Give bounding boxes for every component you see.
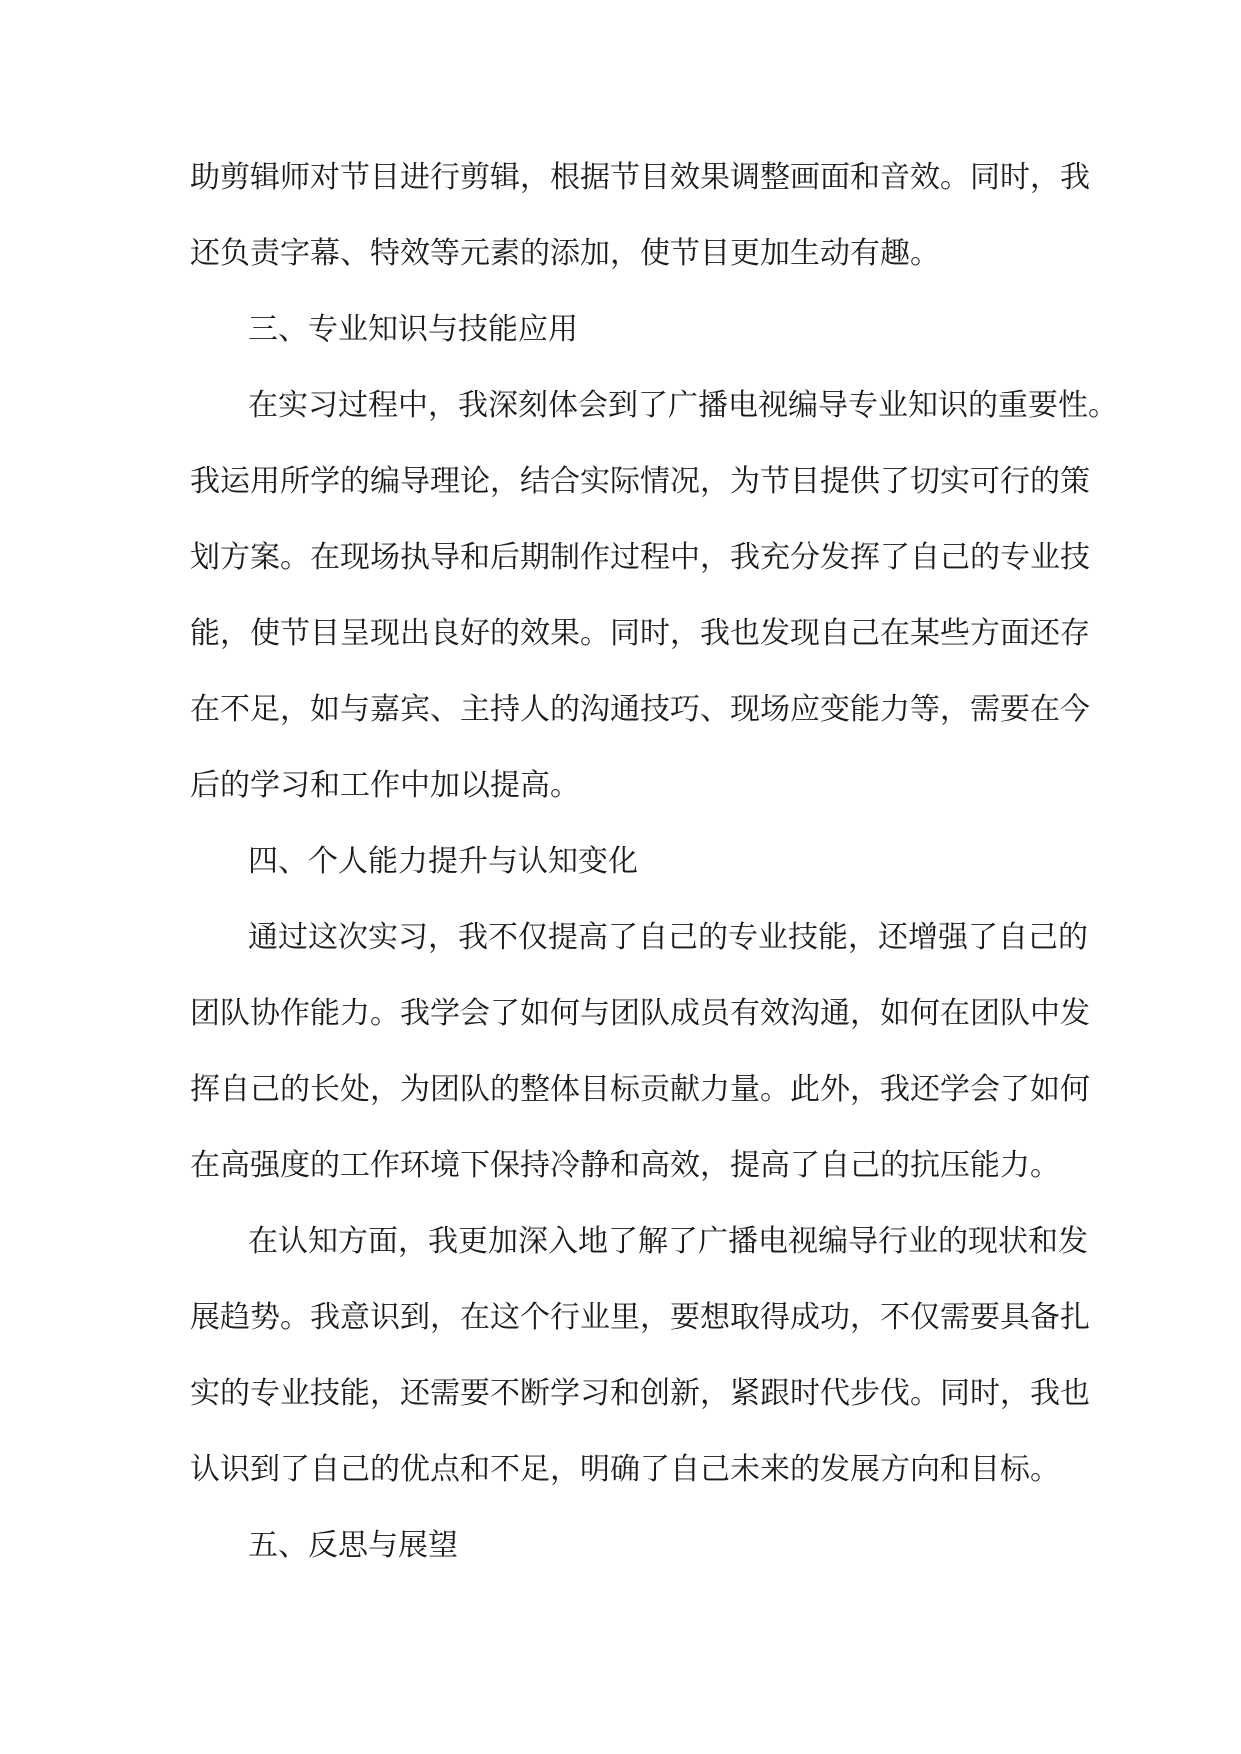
document-body [190,140,1118,1584]
paragraph-line: 我运用所学的编导理论，结合实际情况，为节目提供了切实可行的策 [190,464,1090,499]
paragraph-line: 后的学习和工作中加以提高。 [190,768,580,803]
paragraph-line: 在高强度的工作环境下保持冷静和高效，提高了自己的抗压能力。 [190,1148,1060,1183]
section-heading: 三、专业知识与技能应用 [248,312,578,347]
paragraph-line: 挥自己的长处，为团队的整体目标贡献力量。此外，我还学会了如何 [190,1072,1090,1107]
paragraph-line: 在认知方面，我更加深入地了解了广播电视编导行业的现状和发 [248,1224,1088,1259]
paragraph-line: 还负责字幕、特效等元素的添加，使节目更加生动有趣。 [190,236,940,271]
paragraph-line: 团队协作能力。我学会了如何与团队成员有效沟通，如何在团队中发 [190,996,1090,1031]
section-heading: 五、反思与展望 [248,1528,458,1563]
section-heading: 四、个人能力提升与认知变化 [248,844,638,879]
paragraph-line: 认识到了自己的优点和不足，明确了自己未来的发展方向和目标。 [190,1452,1060,1487]
paragraph-line: 在实习过程中，我深刻体会到了广播电视编导专业知识的重要性。 [248,388,1118,423]
paragraph-line: 展趋势。我意识到，在这个行业里，要想取得成功，不仅需要具备扎 [190,1300,1090,1335]
paragraph-line: 通过这次实习，我不仅提高了自己的专业技能，还增强了自己的 [248,920,1088,955]
paragraph-line: 助剪辑师对节目进行剪辑，根据节目效果调整画面和音效。同时，我 [190,160,1090,195]
paragraph-line: 在不足，如与嘉宾、主持人的沟通技巧、现场应变能力等，需要在今 [190,692,1090,727]
paragraph-line: 实的专业技能，还需要不断学习和创新，紧跟时代步伐。同时，我也 [190,1376,1090,1411]
paragraph-line: 划方案。在现场执导和后期制作过程中，我充分发挥了自己的专业技 [190,540,1090,575]
paragraph-line: 能，使节目呈现出良好的效果。同时，我也发现自己在某些方面还存 [190,616,1090,651]
